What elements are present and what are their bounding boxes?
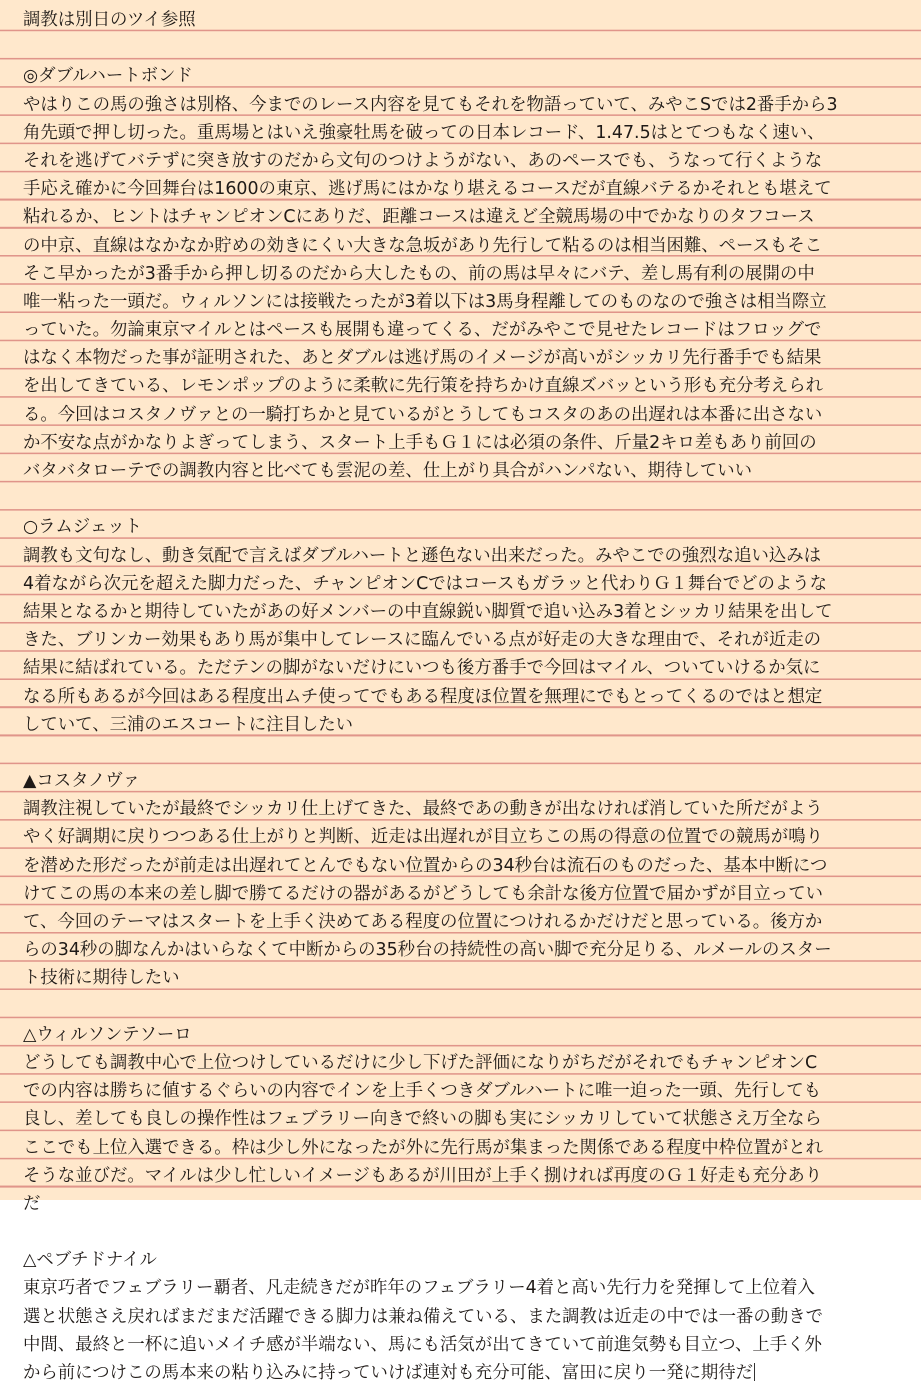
body-line: っていた。勿論東京マイルとはペースも展開も違ってくる、だがみやこで見せたレコードはフロッグで xyxy=(23,320,822,341)
body-line: 手応え確かに今回舞台は1600の東京、逃げ馬にはかなり堪えるコースだが直線バテるかそれとも堪えて xyxy=(23,179,832,200)
section-costa-nova xyxy=(23,767,908,993)
body-line: を出してきている、レモンポップのように柔軟に先行策を持ちかけ直線ズバッという形も充分考えられ xyxy=(23,376,823,397)
body-line: 中間、最終と一杯に追いメイチ感が半端ない、馬にも活気が出てきていて前進気勢も目立つ、上手く外 xyxy=(23,1334,822,1355)
body-line: 調教も文句なし、動き気配で言えばダブルハートと遜色ない出来だった。みやこでの強烈な追い込みは xyxy=(23,545,822,566)
body-line: の中京、直線はなかなか貯めの効きにくい大きな急坂があり先行して粘るのは相当困難、ペースもそこ xyxy=(23,235,823,256)
body-line: バタバタローテでの調教内容と比べても雲泥の差、仕上がり具合がハンパない、期待していい xyxy=(23,461,753,481)
section-wilson-tesoro xyxy=(23,1021,908,1218)
section-ram-jet xyxy=(23,513,908,739)
blank-line xyxy=(23,485,908,513)
body-line-last xyxy=(23,1359,908,1387)
body-line: を潜めた形だったが前走は出遅れてとんでもない位置からの34秒台は流石のものだった、基本中断につ xyxy=(23,855,828,876)
section-double-heart-bond xyxy=(23,62,908,485)
body-line: やく好調期に戻りつつある仕上がりと判断、近走は出遅れが目立ちこの馬の得意の位置での競馬が鳴り xyxy=(23,827,823,848)
body-line: らの34秒の脚なんかはいらなくて中断からの35秒台の持続性の高い脚で充分足りる、ルメールのスター xyxy=(23,940,832,961)
text-editor[interactable] xyxy=(23,6,908,1387)
body-line: か不安な点がかなりよぎってしまう、スタート上手もＧ１には必須の条件、斤量2キロ差もあり前回の xyxy=(23,432,817,453)
body-line: 粘れるか、ヒントはチャンピオンCにありだ、距離コースは違えど全競馬場の中でかなりのタフコース xyxy=(23,207,815,228)
body-line: 唯一粘った一頭だ。ウィルソンには接戦たったが3着以下は3馬身程離してのものなので強さは相当際立 xyxy=(23,291,827,312)
blank-line xyxy=(23,1218,908,1246)
section-peptide-nile xyxy=(23,1246,908,1387)
body-line: なる所もあるが今回はある程度出ムチ使ってでもある程度ほ位置を無理にでもとってくるのではと想定 xyxy=(23,686,823,707)
section-title: ◎ダブルハートボンド xyxy=(23,66,193,87)
body-line: 結果に結ばれている。ただテンの脚がないだけにいつも後方番手で今回はマイル、ついていけるか気に xyxy=(23,658,821,679)
section-title: ▲コスタノヴァ xyxy=(23,771,141,792)
body-line: きた、ブリンカー効果もあり馬が集中してレースに臨んでいる点が好走の大きな理由で、それが近走の xyxy=(23,630,822,651)
body-line: けてこの馬の本来の差し脚で勝てるだけの器があるがどうしても余計な後方位置で届かずが目立ってい xyxy=(23,883,823,904)
body-line: やはりこの馬の強さは別格、今までのレース内容を見てもそれを物語っていて、みやこSでは2番手から3 xyxy=(23,94,838,115)
body-line: はなく本物だった事が証明された、あとダブルは逃げ馬のイメージが高いがシッカリ先行番手でも結果 xyxy=(23,348,822,369)
body-line: どうしても調教中心で上位つけしているだけに少し下げた評価になりがちだがそれでもチャンピオンC xyxy=(23,1052,818,1073)
blank-line xyxy=(23,34,908,62)
text-cursor xyxy=(754,1363,755,1381)
section-title: △ウィルソンテソーロ xyxy=(23,1024,192,1045)
blank-line xyxy=(23,739,908,767)
body-line: る。今回はコスタノヴァとの一騎打ちかと見ているがとうしてもコスタのあの出遅れは本番に出さない xyxy=(23,404,823,425)
body-line: 良し、差しても良しの操作性はフェブラリー向きで終いの脚も実にシッカリしていて状態さえ万全なら xyxy=(23,1109,822,1130)
body-line: 角先頭で押し切った。重馬場とはいえ強豪牡馬を破っての日本レコード、1.47.5はとてつもなく速い、 xyxy=(23,122,825,143)
body-line: ここでも上位入選できる。枠は少し外になったが外に先行馬が集まった関係である程度中枠位置がとれ xyxy=(23,1137,823,1158)
body-line-text: から前につけこの馬本来の粘り込みに持っていけば連対も充分可能、富田に戻り一発に期待だ xyxy=(23,1363,754,1383)
body-line: での内容は勝ちに値するぐらいの内容でインを上手くつきダブルハートに唯一迫った一頭、先行しても xyxy=(23,1081,822,1102)
body-line: 結果となるかと期待していたがあの好メンバーの中直線鋭い脚質で追い込み3着とシッカリ結果を出して xyxy=(23,601,833,622)
body-line: 選と状態さえ戻ればまだまだ活躍できる脚力は兼ね備えている、また調教は近走の中では一番の動きで xyxy=(23,1306,823,1327)
body-line: そうな並びだ。マイルは少し忙しいイメージもあるが川田が上手く捌ければ再度のＧ１好走も充分あり xyxy=(23,1165,823,1186)
section-title: ○ラムジェット xyxy=(23,517,142,538)
header-line: 調教は別日のツイ参照 xyxy=(23,10,196,30)
section-title: △ペブチドナイル xyxy=(23,1250,157,1271)
body-line: 東京巧者でフェブラリー覇者、凡走続きだが昨年のフェブラリー4着と高い先行力を発揮して上位着入 xyxy=(23,1278,815,1299)
body-line: ト技術に期待したい xyxy=(23,968,180,989)
body-line: していて、三浦のエスコートに注目したい xyxy=(23,714,354,735)
blank-line xyxy=(23,993,908,1021)
body-line: そこ早かったが3番手から押し切るのだから大したもの、前の馬は早々にバテ、差し馬有利の展開の中 xyxy=(23,263,815,284)
body-line: 4着ながら次元を超えた脚力だった、チャンピオンCではコースもガラッと代わりＧ１舞台でどのような xyxy=(23,573,828,594)
body-line: 調教注視していたが最終でシッカリ仕上げてきた、最終であの動きが出なければ消していた所だがよう xyxy=(23,799,823,820)
body-line: それを逃げてバテずに突き放すのだから文句のつけようがない、あのペースでも、うなって行くような xyxy=(23,150,823,171)
body-line: て、今回のテーマはスタートを上手く決めてある程度の位置につけれるかだけだと思っている。後方か xyxy=(23,912,823,932)
body-line: だ xyxy=(23,1193,41,1214)
